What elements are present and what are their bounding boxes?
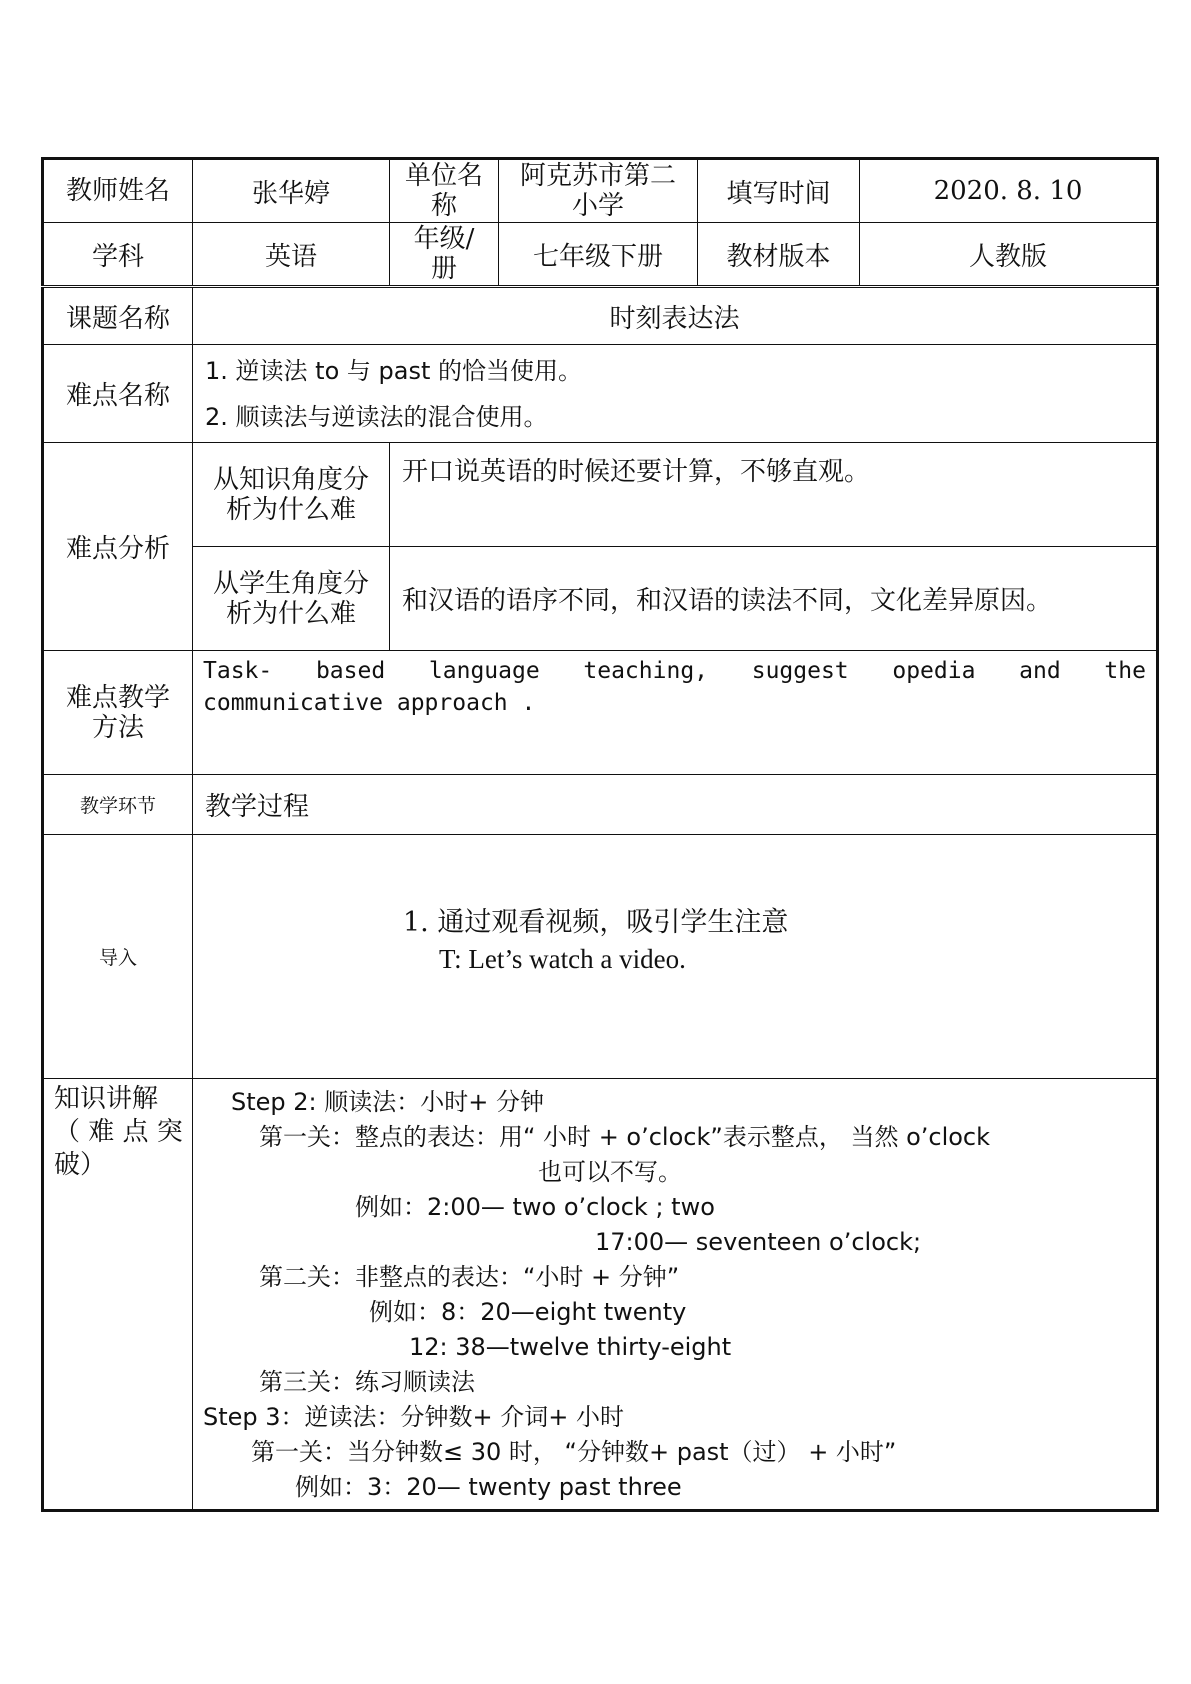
lesson-plan-table — [41, 157, 1159, 1512]
unit-label-line-1: 单位名 — [404, 161, 483, 191]
method-text — [193, 651, 1158, 775]
knowledge-content — [193, 1079, 1158, 1511]
method-word: the — [1104, 658, 1146, 684]
analysis-row-student — [43, 547, 1158, 651]
topic-row — [43, 287, 1158, 345]
date-value: 2020. 8. 10 — [860, 159, 1158, 223]
teacher-label: 教师姓名 — [43, 159, 193, 223]
unit-label-line-2: 称 — [430, 191, 457, 221]
method-word: and — [1019, 658, 1061, 684]
knowledge-angle-label — [193, 443, 390, 547]
knowledge-line: 第三关：练习顺读法 — [259, 1368, 475, 1396]
knowledge-row — [43, 1079, 1158, 1511]
unit-label — [390, 159, 499, 223]
lesson-plan-sheet — [41, 157, 1156, 1512]
difficulty-label: 难点名称 — [43, 345, 193, 443]
method-line-1 — [203, 655, 1146, 687]
knowledge-line: 第二关：非整点的表达：“小时 + 分钟” — [259, 1263, 680, 1291]
knowledge-angle-line-2: 析为什么难 — [225, 494, 356, 525]
unit-value-line-1: 阿克苏市第二 — [519, 161, 676, 191]
knowledge-line: 例如：3：20— twenty past three — [295, 1473, 682, 1501]
topic-label: 课题名称 — [43, 287, 193, 345]
subject-label: 学科 — [43, 223, 193, 287]
grade-value: 七年级下册 — [499, 223, 698, 287]
intro-line-2: T: Let’s watch a video. — [439, 944, 686, 974]
intro-row — [43, 835, 1158, 1079]
knowledge-label-line-3: 破） — [54, 1150, 107, 1180]
method-word: language — [428, 658, 540, 684]
difficulty-item: 2. 顺读法与逆读法的混合使用。 — [205, 402, 548, 431]
edition-value: 人教版 — [860, 223, 1158, 287]
difficulty-item: 1. 逆读法 to 与 past 的恰当使用。 — [205, 356, 582, 385]
knowledge-label-line-1: 知识讲解 — [54, 1084, 159, 1114]
method-word: opedia — [892, 658, 976, 684]
method-word: suggest — [751, 658, 849, 684]
knowledge-line: 第一关：当分钟数≤ 30 时， “分钟数+ past（过） + 小时” — [251, 1438, 897, 1466]
method-word: based — [315, 658, 386, 684]
knowledge-line: Step 3：逆读法：分钟数+ 介词+ 小时 — [203, 1403, 625, 1431]
date-label: 填写时间 — [698, 159, 860, 223]
analysis-row-knowledge — [43, 443, 1158, 547]
knowledge-angle-text: 开口说英语的时候还要计算，不够直观。 — [390, 443, 1158, 547]
info-row-2 — [43, 223, 1158, 287]
difficulty-list — [193, 345, 1158, 443]
knowledge-line: 也可以不写。 — [538, 1158, 682, 1186]
intro-label: 导入 — [43, 835, 193, 1079]
stage-header: 教学环节 — [43, 775, 193, 835]
knowledge-line: 第一关：整点的表达：用“ 小时 + o’clock”表示整点， 当然 o’clock — [259, 1123, 991, 1151]
grade-label-line-2: 册 — [430, 254, 457, 284]
grade-label-line-1: 年级/ — [413, 224, 475, 254]
teacher-value: 张华婷 — [193, 159, 390, 223]
difficulty-row — [43, 345, 1158, 443]
intro-text — [403, 905, 788, 977]
knowledge-angle-line-1: 从知识角度分 — [212, 464, 369, 495]
unit-value-line-2: 小学 — [571, 191, 624, 221]
topic-value: 时刻表达法 — [193, 287, 1158, 345]
unit-value — [499, 159, 698, 223]
knowledge-label-line-2: （ 难 点 突 — [54, 1117, 183, 1147]
method-word: teaching, — [583, 658, 709, 684]
knowledge-line: 17:00— seventeen o’clock; — [595, 1228, 922, 1256]
intro-content — [193, 835, 1158, 1079]
knowledge-line: Step 2: 顺读法：小时+ 分钟 — [231, 1088, 544, 1116]
method-row — [43, 651, 1158, 775]
student-angle-line-2: 析为什么难 — [225, 598, 356, 629]
process-header: 教学过程 — [193, 775, 1158, 835]
analysis-label: 难点分析 — [43, 443, 193, 651]
method-label-line-2: 方法 — [91, 712, 144, 743]
method-word: Task- — [203, 658, 273, 684]
method-label — [43, 651, 193, 775]
subject-value: 英语 — [193, 223, 390, 287]
grade-label — [390, 223, 499, 287]
intro-line-1: 1. 通过观看视频，吸引学生注意 — [403, 907, 789, 938]
method-label-line-1: 难点教学 — [65, 682, 170, 713]
edition-label: 教材版本 — [698, 223, 860, 287]
knowledge-line: 例如：8：20—eight twenty — [369, 1298, 687, 1326]
knowledge-label — [43, 1079, 193, 1511]
student-angle-text: 和汉语的语序不同，和汉语的读法不同，文化差异原因。 — [390, 547, 1158, 651]
student-angle-label — [193, 547, 390, 651]
knowledge-line: 12: 38—twelve thirty-eight — [409, 1333, 732, 1361]
info-row-1 — [43, 159, 1158, 223]
knowledge-line: 例如：2:00— two o’clock ; two — [355, 1193, 715, 1221]
method-line-2: communicative approach . — [203, 690, 536, 716]
process-header-row — [43, 775, 1158, 835]
student-angle-line-1: 从学生角度分 — [212, 568, 369, 599]
